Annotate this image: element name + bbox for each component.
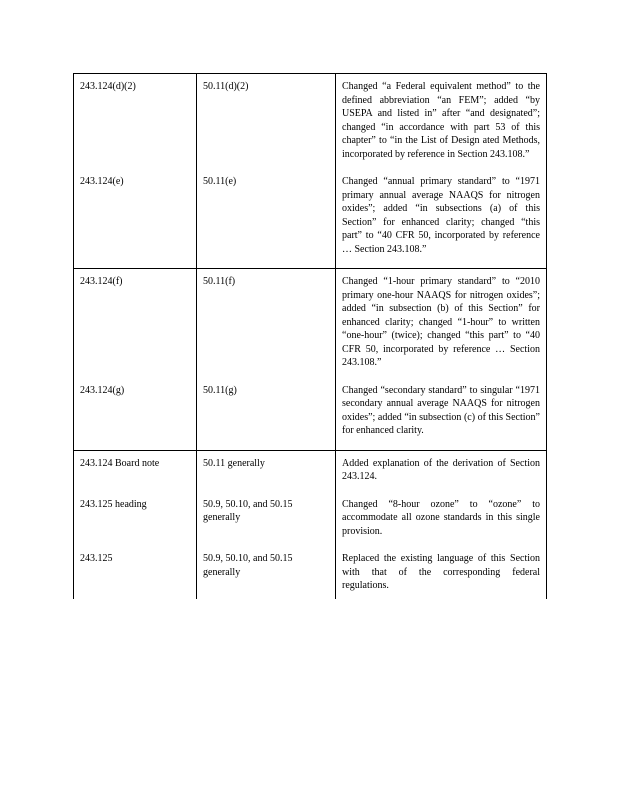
cfr-cell: 50.9, 50.10, and 50.15 generally bbox=[197, 484, 336, 539]
note-cell: Changed “1-hour primary standard” to “2010 primary one-hour NAAQS for nitrogen oxides”; added “in subsection (b) of this Section” for enhanced clarity; changed “1-hour” to written “one-hour” (twice); changed “this part” to “40 CFR 50, incorporated by reference … Section 243.108.” bbox=[336, 269, 547, 370]
table-row bbox=[74, 450, 547, 484]
table-row bbox=[74, 538, 547, 599]
cfr-cell: 50.11(d)(2) bbox=[197, 74, 336, 162]
correspondence-table bbox=[73, 73, 547, 599]
table-row bbox=[74, 370, 547, 451]
note-cell: Replaced the existing language of this Section with that of the corresponding federal regulations. bbox=[336, 538, 547, 599]
table-row bbox=[74, 161, 547, 269]
note-cell: Changed “a Federal equivalent method” to the defined abbreviation “an FEM”; added “by USEPA and listed in” after “and designated”; changed “in accordance with part 53 of this chapter” to “in the List of Design ated Methods, incorporated by reference in Section 243.108.” bbox=[336, 74, 547, 162]
table-row bbox=[74, 74, 547, 162]
cfr-cell: 50.11(e) bbox=[197, 161, 336, 269]
section-cell: 243.124(e) bbox=[74, 161, 197, 269]
table-row bbox=[74, 484, 547, 539]
table-row bbox=[74, 269, 547, 370]
section-cell: 243.124(f) bbox=[74, 269, 197, 370]
section-cell: 243.124(g) bbox=[74, 370, 197, 451]
note-cell: Added explanation of the derivation of Section 243.124. bbox=[336, 450, 547, 484]
section-cell: 243.125 bbox=[74, 538, 197, 599]
section-cell: 243.124(d)(2) bbox=[74, 74, 197, 162]
cfr-cell: 50.11 generally bbox=[197, 450, 336, 484]
note-cell: Changed “8-hour ozone” to “ozone” to accommodate all ozone standards in this single provision. bbox=[336, 484, 547, 539]
cfr-cell: 50.11(g) bbox=[197, 370, 336, 451]
section-cell: 243.125 heading bbox=[74, 484, 197, 539]
note-cell: Changed “annual primary standard” to “1971 primary annual average NAAQS for nitrogen oxides”; added “in subsections (a) of this Section” for enhanced clarity; changed “this part” to “40 CFR 50, incorporated by reference … Section 243.108.” bbox=[336, 161, 547, 269]
cfr-cell: 50.11(f) bbox=[197, 269, 336, 370]
note-cell: Changed “secondary standard” to singular “1971 secondary annual average NAAQS for nitrogen oxides”; added “in subsection (c) of this Section” for enhanced clarity. bbox=[336, 370, 547, 451]
section-cell: 243.124 Board note bbox=[74, 450, 197, 484]
cfr-cell: 50.9, 50.10, and 50.15 generally bbox=[197, 538, 336, 599]
